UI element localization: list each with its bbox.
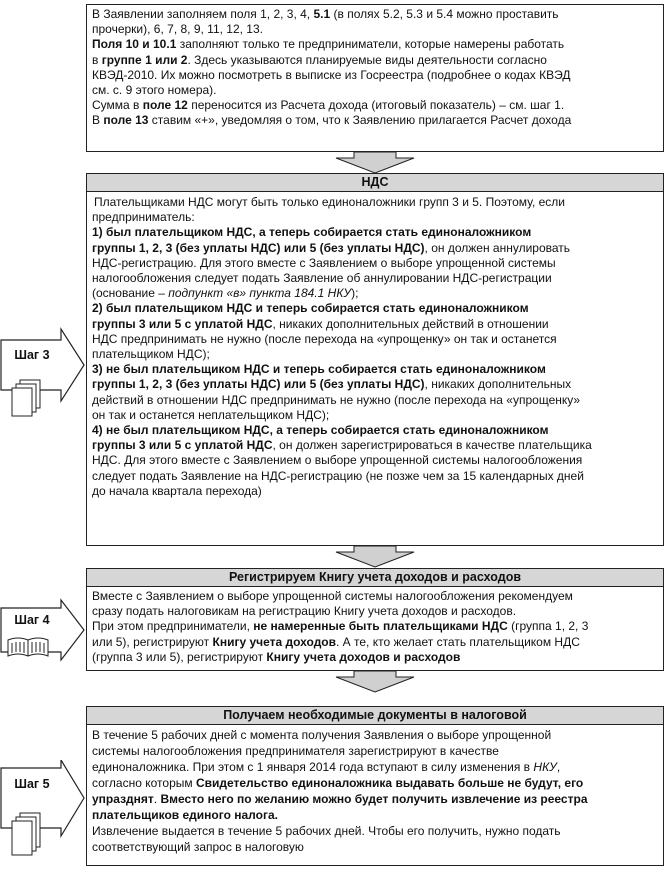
text: В — [92, 113, 104, 128]
case-heading: группы 1, 2, 3 (без уплаты НДС) или 5 (без уплаты НДС) — [92, 240, 425, 255]
text: КВЭД-2010. Их можно посмотреть в выписке из Госреестра (подробнее о кодах КВЭД — [92, 67, 571, 82]
emphasis: Книгу учета доходов и расходов — [266, 649, 461, 664]
text: , никаких дополнительных действий в отношении — [272, 316, 549, 331]
text: переносится из Расчета дохода (итоговый показатель) – см. шаг 1. — [187, 98, 565, 113]
text: (основание – — [92, 286, 169, 301]
down-arrow-icon — [335, 546, 415, 568]
text: . А те, кто желает стать плательщиком НДС — [336, 634, 580, 649]
case-heading: 1) был плательщиком НДС, а теперь собирается стать единоналожником — [92, 225, 532, 240]
field-ref: 5.1 — [313, 7, 331, 21]
case-heading: группы 1, 2, 3 (без уплаты НДС) или 5 (без уплаты НДС) — [92, 377, 425, 392]
text: , — [556, 760, 561, 774]
text: . Здесь указываются планируемые виды деятельности согласно — [187, 52, 547, 67]
step-5-label: Шаг 5 — [14, 777, 50, 791]
text: предприниматель: — [92, 210, 195, 225]
text: системы налогообложения предпринимателя зарегистрируют в качестве — [92, 744, 499, 758]
documents-icon — [10, 379, 46, 421]
vat-title: НДС — [87, 174, 663, 192]
text: или 5), регистрируют — [92, 634, 213, 649]
vat-text — [87, 192, 663, 501]
text: действий в отношении НДС предпринимать не нужно (после перехода на «упрощенку» — [92, 392, 581, 407]
text: ставим «+», уведомляя о том, что к Заявлению прилагается Расчет дохода — [148, 113, 572, 128]
case-heading: группы 3 или 5 с уплатой НДС — [92, 438, 273, 453]
text: Плательщиками НДС могут быть только единоналожники групп 3 и 5. Поэтому, если — [94, 195, 565, 209]
documents-icon — [10, 812, 46, 860]
down-arrow-icon — [335, 152, 415, 174]
ledger-box — [86, 568, 664, 671]
field-ref: Поля 10 и 10.1 — [92, 37, 177, 52]
emphasis: Книгу учета доходов — [212, 634, 337, 649]
text: заполняют только те предприниматели, которые намерены работать — [176, 37, 565, 52]
down-arrow-icon — [335, 671, 415, 693]
text: (группа 1, 2, 3 — [507, 619, 589, 634]
text: в — [92, 52, 102, 67]
text: НДС предпринимать не нужно (после перехода на «упрощенку» он так и останется — [92, 331, 557, 346]
intro-box — [86, 4, 664, 152]
text: , никаких дополнительных — [424, 377, 572, 392]
case-heading: 4) не был плательщиком НДС, а теперь собирается стать единоналожником — [92, 423, 549, 438]
text: единоналожника. При этом с 1 января 2014 года вступают в силу изменения в — [92, 760, 534, 774]
text: НДС-регистрацию. Для этого вместе с Заявлением о выборе упрощенной системы — [92, 255, 556, 270]
emphasis: плательщиков единого налога. — [92, 808, 278, 822]
group-ref: группе 1 или 2 — [101, 52, 188, 67]
documents-title: Получаем необходимые документы в налоговой — [87, 707, 663, 725]
documents-box — [86, 706, 664, 866]
text: Извлечение выдается в течение 5 рабочих дней. Чтобы его получить, нужно подать — [92, 824, 561, 838]
text: (в полях 5.2, 5.3 и 5.4 можно проставить — [330, 7, 559, 21]
field-ref: поле 13 — [103, 113, 149, 128]
text: плательщиком НДС); — [92, 347, 210, 362]
text: согласно которым — [92, 776, 196, 790]
text: сразу подать налоговикам на регистрацию Книгу учета доходов и расходов. — [92, 604, 517, 619]
law-ref: подпункт «в» пункта 184.1 НКУ — [168, 286, 352, 301]
law-ref: НКУ — [533, 760, 557, 774]
step-4-marker — [0, 598, 84, 668]
intro-text — [87, 5, 663, 131]
text: он так и останется неплательщиком НДС); — [92, 407, 330, 422]
emphasis: Свидетельство единоналожника выдавать больше не будут, его — [195, 776, 584, 790]
emphasis: Вместо него по желанию можно будет получить извлечение из реестра — [160, 792, 588, 806]
text: , он должен зарегистрироваться в качестве плательщика — [272, 438, 592, 453]
emphasis: упразднят — [92, 792, 154, 806]
text: до начала квартала перехода) — [92, 483, 262, 498]
step-5-marker — [0, 760, 84, 870]
text: (группа 3 или 5), регистрируют — [92, 649, 267, 664]
text: . — [153, 792, 161, 806]
book-icon — [6, 634, 50, 660]
text: см. с. 9 этого номера). — [92, 83, 217, 98]
step-4-label: Шаг 4 — [14, 613, 50, 627]
case-heading: группы 3 или 5 с уплатой НДС — [92, 316, 273, 331]
emphasis: не намеренные быть плательщиками НДС — [253, 619, 508, 634]
text: В течение 5 рабочих дней с момента получения Заявления о выборе упрощенной — [92, 728, 552, 742]
case-heading: 2) был плательщиком НДС и теперь собирается стать единоналожником — [92, 301, 529, 316]
text: При этом предприниматели, — [92, 619, 254, 634]
step-3-marker — [0, 325, 84, 425]
text: В Заявлении заполняем поля 1, 2, 3, 4, — [92, 7, 314, 21]
text: ); — [351, 286, 359, 301]
ledger-text — [87, 587, 663, 667]
text: налогообложения следует подать Заявление об аннулировании НДС-регистрации — [92, 271, 552, 286]
ledger-title: Регистрируем Книгу учета доходов и расходов — [87, 569, 663, 587]
step-3-label: Шаг 3 — [14, 348, 50, 362]
text: следует подать Заявление на НДС-регистрацию (не позже чем за 15 календарных дней — [92, 468, 584, 483]
text: Вместе с Заявлением о выборе упрощенной системы налогообложения рекомендуем — [92, 589, 573, 603]
text: , он должен аннулировать — [424, 240, 571, 255]
vat-box — [86, 173, 664, 546]
case-heading: 3) не был плательщиком НДС и теперь собирается стать единоналожником — [92, 362, 546, 377]
documents-text — [87, 725, 663, 857]
text: прочерки), 6, 7, 8, 9, 11, 12, 13. — [92, 22, 263, 37]
field-ref: поле 12 — [142, 98, 188, 113]
text: соответствующий запрос в налоговую — [92, 840, 304, 854]
text: НДС. Для этого вместе с Заявлением о выборе упрощенной системы налогообложения — [92, 453, 583, 468]
text: Сумма в — [92, 98, 143, 113]
